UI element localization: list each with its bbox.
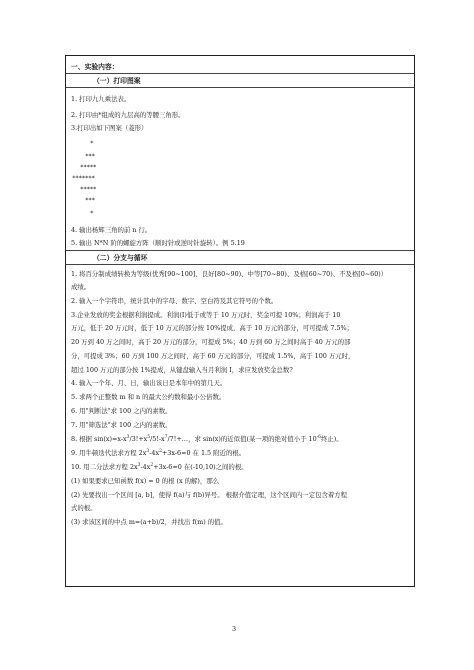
list-item: 1. 打印九九乘法表。 xyxy=(71,95,131,103)
list-item: 5. 输出 N*N 阶的螺旋方阵（顺时针或逆时针旋转）。例 5.19 xyxy=(71,239,245,247)
diamond-row: * xyxy=(90,210,94,217)
part1-heading: （一）打印图案 xyxy=(93,77,141,85)
list-item: (1) 如果要求已知函数 f(x) = 0 的根 (x 的解)，那么 xyxy=(71,477,220,485)
list-item: 20 万到 40 万之间时，高于 20 万元的部分，可提成 5%；40 万到 60 万之间时高于 40 万元的部 xyxy=(71,338,351,346)
document-table xyxy=(65,55,415,587)
list-item: (3) 求该区间的中点 m=(a+b)/2，并找出 f(m) 的值。 xyxy=(71,518,227,526)
diamond-row: * xyxy=(90,140,94,147)
list-item: 6. 用"判断法"求 100 之内的素数。 xyxy=(71,407,172,415)
list-item: 7. 用"筛选法"求 100 之内的素数。 xyxy=(71,421,172,429)
list-item: 3.打印出如下图案（菱形） xyxy=(71,124,148,132)
divider xyxy=(66,73,414,74)
list-item: 4. 输出杨辉三角的前 n 行。 xyxy=(71,226,152,234)
diamond-row: ***** xyxy=(80,186,97,193)
divider xyxy=(66,264,414,265)
list-item: 式的根。 xyxy=(71,504,97,512)
part2-heading: （二）分支与循环 xyxy=(93,254,148,262)
list-item: 3.企业发放的奖金根据利润提成。利润(I)低于或等于 10 万元时，奖金可提 10%；利润高于 10 xyxy=(71,311,341,319)
list-item: 2. 输入一个字符串，统计其中的字母、数字、空白符及其它符号的个数。 xyxy=(71,297,278,305)
list-item: 分，可提成 3%；60 万到 100 万之间时，高于 60 万元的部分，可提成 1.5%，高于 100 万元时， xyxy=(71,352,355,360)
divider xyxy=(66,87,414,88)
list-item: (2) 先要找出一个区间 [a, b]，使得 f(a)与 f(b)异号。 根据介值定理，这个区间内一定包含着方程 xyxy=(71,491,348,499)
list-item: 超过 100 万元的部分按 1%提成，从键盘输入当月利润 I，求应发放奖金总数? xyxy=(71,366,293,374)
diamond-row: ******* xyxy=(72,175,95,182)
section-title: 一、实验内容： xyxy=(71,63,119,71)
newton-method-item: 9. 用牛顿迭代法求方程 $2x^3-4x^2+3x-6=0$ 在 1.5 附近的根。 xyxy=(71,449,246,457)
content-cell xyxy=(71,56,410,586)
diamond-row: *** xyxy=(85,153,95,160)
diamond-row: ***** xyxy=(80,164,97,171)
list-item: 1. 将百分制成绩转换为等级(优秀[90~100]、良好[80~90)、中等[70~80)、及格[60~70)、不及格[0~60)） xyxy=(71,270,388,278)
page-number: 3 xyxy=(232,625,237,633)
sin-series-item: 8. 根据 $\sin(x)=x-x^3/3!+x^5/5!-x^7/7!+\dots$，求 sin(x)的近似值(某一项的绝对值小于 $10^{-6}$终止)。 xyxy=(71,435,343,443)
diamond-row: *** xyxy=(85,197,95,204)
list-item: 2. 打印由*组成的九层高的等腰三角形。 xyxy=(71,111,185,119)
list-item: 成绩。 xyxy=(71,283,91,291)
list-item: 4. 输入一个年、月、日，输出该日是本年中的第几天。 xyxy=(71,379,227,387)
bisection-method-item: 10. 用二分法求方程 $2x^3-4x^2+3x-6=0$ 在(-10,10)之间的根。 xyxy=(71,463,248,471)
list-item: 5. 求两个正整数 m 和 n 的最大公约数和最小公倍数。 xyxy=(71,393,226,401)
list-item: 万元，低于 20 万元时，低于 10 万元的部分按 10%提成，高于 10 万元的部分，可可提成 7.5%； xyxy=(71,324,353,332)
divider xyxy=(66,250,414,251)
